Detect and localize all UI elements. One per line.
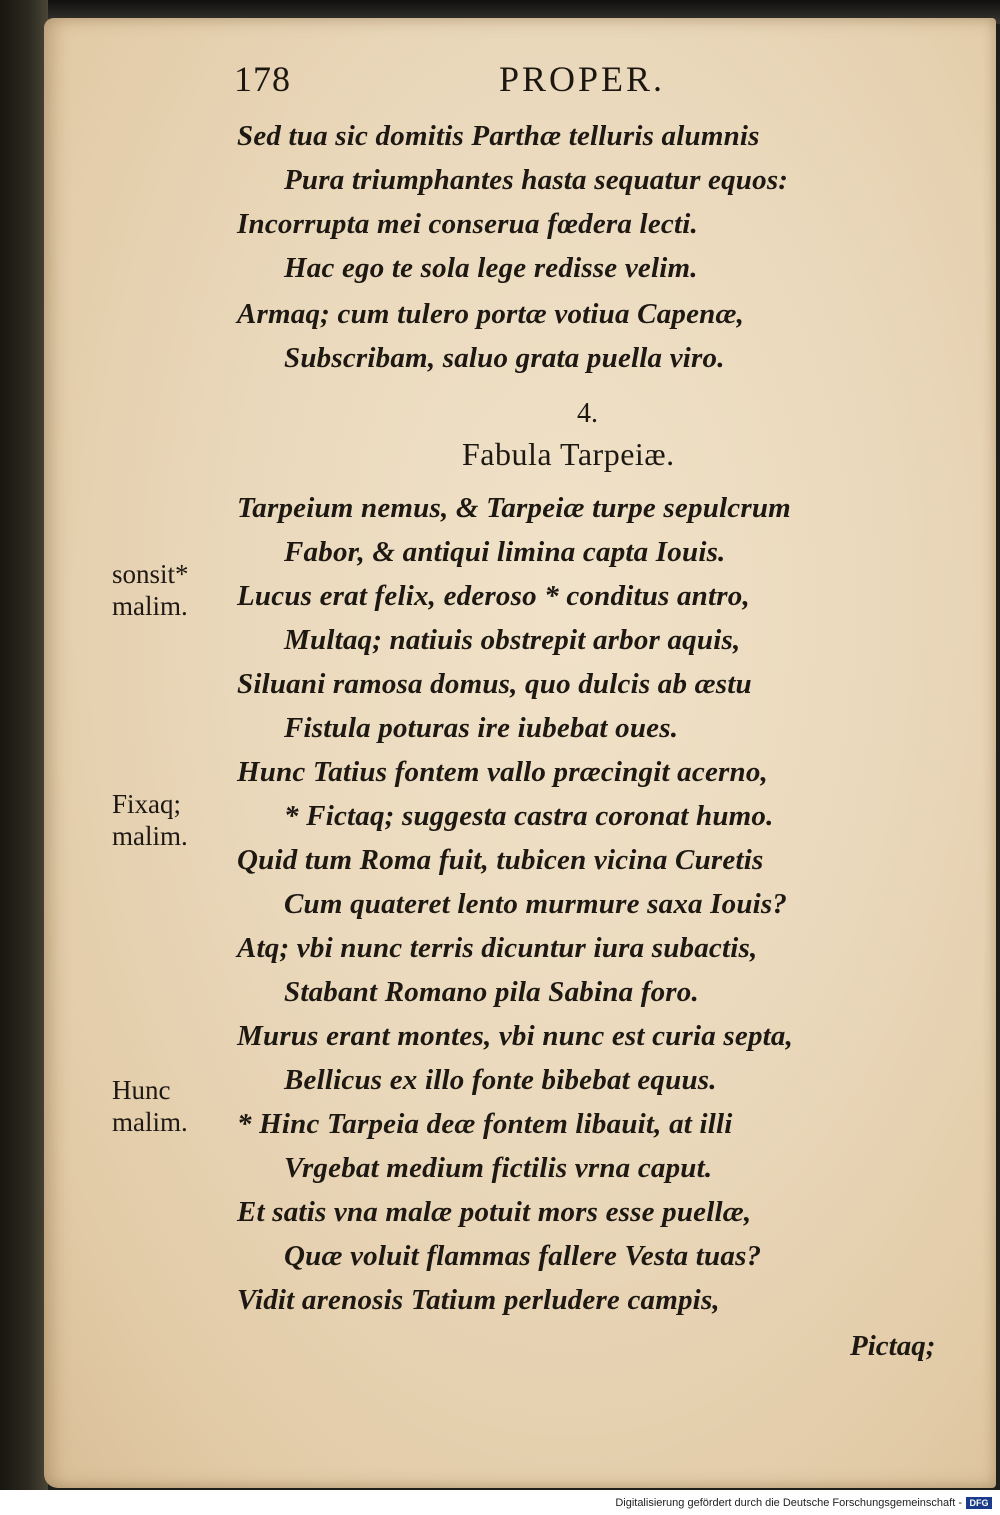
verse-line: * Fictaq; suggesta castra coronat humo. [284, 800, 774, 832]
verse-line: Sed tua sic domitis Parthæ telluris alumnis [237, 120, 760, 152]
marginal-note [112, 558, 189, 622]
verse-line: Vidit arenosis Tatium perludere campis, [237, 1284, 720, 1316]
verse-line: Armaq; cum tulero portæ votiua Capenæ, [237, 298, 745, 330]
verse-line: Siluani ramosa domus, quo dulcis ab æstu [237, 668, 752, 700]
running-head: PROPER. [499, 59, 666, 99]
marginal-note-line: Hunc [112, 1075, 171, 1105]
page-header [234, 58, 734, 108]
marginal-note-line: malim. [112, 821, 188, 851]
verse-line: Bellicus ex illo fonte bibebat equus. [284, 1064, 717, 1096]
book-page [44, 18, 996, 1488]
dfg-logo-icon: DFG [966, 1497, 992, 1509]
verse-line: Pura triumphantes hasta sequatur equos: [284, 164, 789, 196]
marginal-note [112, 788, 188, 852]
verse-line: Incorrupta mei conserua fœdera lecti. [237, 208, 698, 240]
marginal-note-line: malim. [112, 591, 188, 621]
verse-line: Quid tum Roma fuit, tubicen vicina Curetis [237, 844, 764, 876]
verse-line: Lucus erat felix, ederoso * conditus antro, [237, 580, 750, 612]
verse-line: Subscribam, saluo grata puella viro. [284, 342, 725, 374]
verse-line: Et satis vna malæ potuit mors esse puellæ, [237, 1196, 752, 1228]
marginal-note [112, 1074, 188, 1138]
verse-line: Fistula poturas ire iubebat oues. [284, 712, 679, 744]
verse-line: Quæ voluit flammas fallere Vesta tuas? [284, 1240, 762, 1272]
marginal-note-line: Fixaq; [112, 789, 182, 819]
verse-line: Multaq; natiuis obstrepit arbor aquis, [284, 624, 741, 656]
marginal-note-line: sonsit* [112, 559, 189, 589]
section-title: Fabula Tarpeiæ. [462, 436, 675, 472]
verse-line: Fabor, & antiqui limina capta Iouis. [284, 536, 726, 568]
verse-line: Cum quateret lento murmure saxa Iouis? [284, 888, 788, 920]
binding-edge [0, 0, 48, 1490]
verse-line: Murus erant montes, vbi nunc est curia septa, [237, 1020, 794, 1052]
verse-line: Tarpeium nemus, & Tarpeiæ turpe sepulcrum [237, 492, 791, 524]
section-number: 4. [577, 398, 598, 429]
verse-line: Hunc Tatius fontem vallo præcingit acerno, [237, 756, 768, 788]
page-number: 178 [234, 59, 291, 99]
verse-line: Hac ego te sola lege redisse velim. [284, 252, 698, 284]
verse-line: Stabant Romano pila Sabina foro. [284, 976, 699, 1008]
verse-line: * Hinc Tarpeia deæ fontem libauit, at illi [237, 1108, 733, 1140]
marginal-note-line: malim. [112, 1107, 188, 1137]
catchword: Pictaq; [850, 1330, 936, 1362]
verse-line: Vrgebat medium fictilis vrna caput. [284, 1152, 713, 1184]
funding-credit: Digitalisierung gefördert durch die Deutsche Forschungsgemeinschaft - [615, 1497, 962, 1509]
footer-band [0, 1490, 1000, 1515]
verse-line: Atq; vbi nunc terris dicuntur iura subactis, [237, 932, 758, 964]
